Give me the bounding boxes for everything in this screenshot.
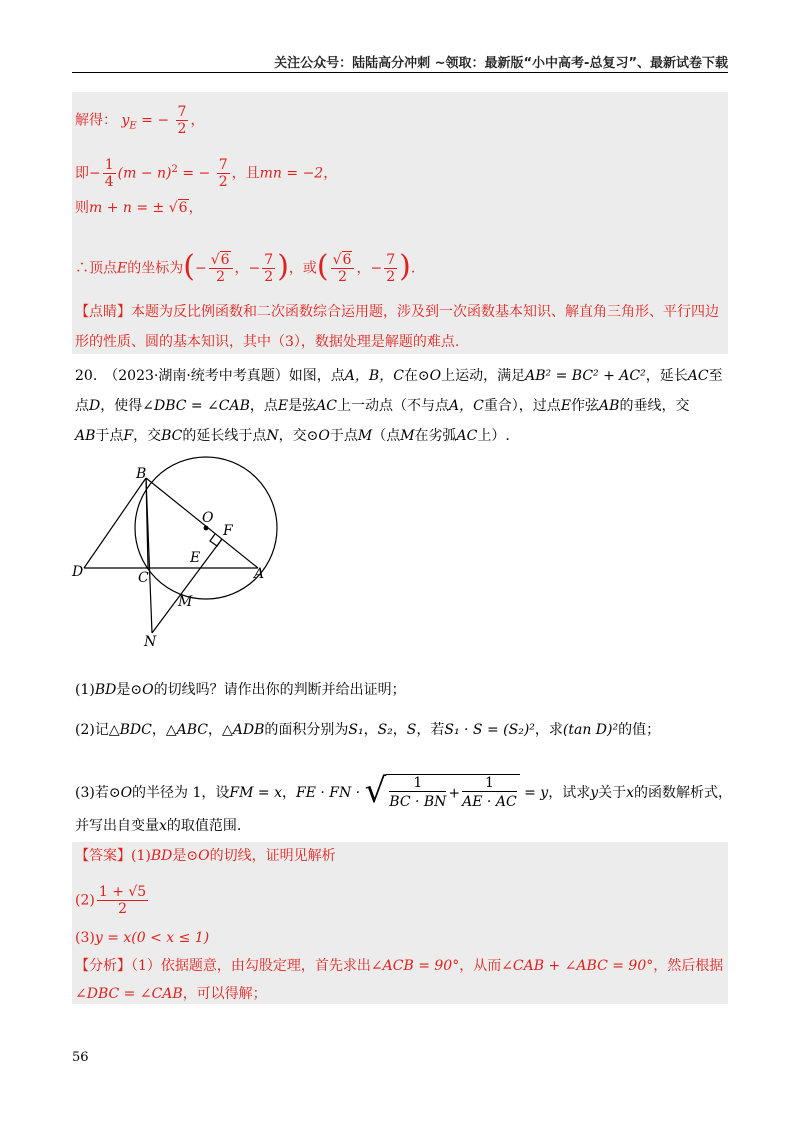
fraction: $\frac{1}{BC \cdot BN}$ <box>389 775 447 810</box>
segment-db <box>84 478 146 568</box>
label-d: D <box>72 564 84 580</box>
fraction: $\frac{7}{2}$ <box>264 252 274 285</box>
fraction: $\frac{1}{4}$ <box>104 157 114 190</box>
fraction: $\frac{7}{2}$ <box>177 104 187 137</box>
analysis-line-2: ∠DBC = ∠CAB，可以得解； <box>75 986 267 1002</box>
page-number: 56 <box>72 1050 89 1065</box>
right-angle-mark <box>210 534 222 546</box>
solution-line-4: ∴顶点E的坐标为(− $\frac{√6}{2}$ ，− $\frac{7}{2}$ )，或( $\frac{√6}{2}$ ，− $\frac{7}{2}$ ). <box>75 248 416 285</box>
answer-2: (2) $\frac{1 + √5}{2}$ <box>75 884 147 917</box>
problem-line-2: 点D，使得∠DBC = ∠CAB，点E是弦AC上一动点（不与点A，C重合），过点E作弦AB的垂线，交 <box>75 398 690 414</box>
answer-shade <box>72 842 728 1004</box>
label-f: F <box>223 523 233 539</box>
question-1: (1)BD是⊙O的切线吗？请作出你的判断并给出证明； <box>75 682 406 698</box>
label-m: M <box>178 594 193 610</box>
fraction: $\frac{√6}{2}$ <box>209 252 233 285</box>
solution-line-1: 解得： $y_E$ = − $\frac{7}{2}$ ， <box>75 104 205 137</box>
answer-1: 【答案】(1)BD是⊙O的切线，证明见解析 <box>75 848 336 864</box>
geometry-figure <box>68 448 288 658</box>
page-header: 关注公众号：陆陆高分冲刺 ~领取：最新版“小中高考-总复习”、最新试卷下载 <box>274 56 728 71</box>
comment-line-2: 形的性质、圆的基本知识，其中（3），数据处理是解题的难点. <box>75 334 460 350</box>
analysis-line-1: 【分析】（1）依据题意，由勾股定理，首先求出∠ACB = 90°，从而∠CAB + ∠ABC = 90°，然后根据 <box>75 958 724 974</box>
label-a: A <box>254 566 265 582</box>
segment-fn <box>152 539 222 633</box>
comment-line-1: 【点睛】本题为反比例函数和二次函数综合运用题，涉及到一次函数基本知识、解直角三角形、平行四边 <box>75 304 719 320</box>
fraction: $\frac{1 + √5}{2}$ <box>98 884 147 917</box>
fraction: $\frac{1}{AE \cdot AC}$ <box>462 775 517 810</box>
question-2: (2)记△BDC，△ABC，△ADB的面积分别为S₁，S₂，S，若S₁ · S = (S₂)²，求(tan D)²的值； <box>75 722 661 738</box>
fraction: $\frac{7}{2}$ <box>386 252 396 285</box>
label-b: B <box>136 466 147 482</box>
header-rule <box>72 72 728 73</box>
fraction: $\frac{7}{2}$ <box>218 157 228 190</box>
solution-line-3: 则m + n = ± √6， <box>75 200 203 216</box>
fraction: $\frac{√6}{2}$ <box>331 252 355 285</box>
label-o: O <box>202 510 214 526</box>
label-e: E <box>190 550 201 566</box>
answer-3: (3)y = x(0 < x ≤ 1) <box>75 930 210 946</box>
problem-line-3: AB于点F，交BC的延长线于点N，交⊙O于点M（点M在劣弧AC上）. <box>75 428 510 444</box>
label-c: C <box>138 570 149 586</box>
label-n: N <box>144 634 157 650</box>
question-3: (3)若⊙O的半径为 1，设FM = x，FE · FN · √ $\frac{1}{BC \cdot BN}$ + $\frac{1}{AE \cdot AC} = y$，试求y关于x的函数解析式， <box>75 771 733 811</box>
center-dot <box>204 526 209 531</box>
solution-line-2: 即− $\frac{1}{4}$ $(m - n)^2$ = − $\frac{7}{2}$ ，且mn = −2， <box>75 157 338 190</box>
question-3-line-2: 并写出自变量x的取值范围. <box>75 818 242 834</box>
problem-line-1: 20. （2023·湖南·统考中考真题）如图，点A，B，C在⊙O上运动，满足AB² = BC² + AC²，延长AC至 <box>75 368 723 384</box>
